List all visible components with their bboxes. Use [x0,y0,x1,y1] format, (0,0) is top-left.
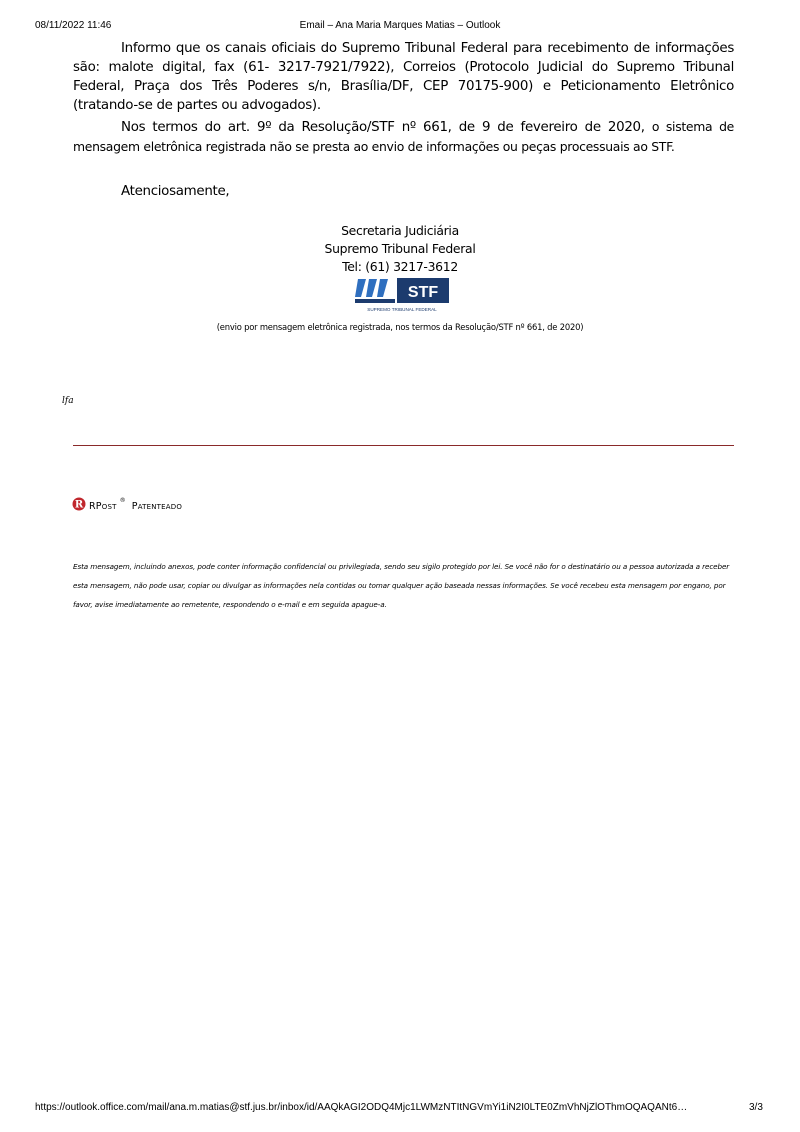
signature-note: (envio por mensagem eletrônica registrada, nos termos da Resolução/STF nº 661, de 2020) [216,322,584,332]
sender-initials: lfa [62,396,74,406]
stf-logo [355,277,449,313]
rpost-brand: RPost [89,501,117,512]
print-datetime: 08/11/2022 11:46 [35,20,112,31]
rpost-patent: Patenteado [131,501,183,512]
stf-logo-text: STF [407,284,439,301]
paragraph-1-text: Informo que os canais oficiais do Supremo Tribunal Federal para recebimento de informações são: malote digital, fax (61- 3217-7921/7922), Correios (Protocolo Judicial do Supremo Tribunal Federal, Praça dos Três Poderes s/n, Brasília/DF, CEP 70175-900) e Peticionamento Eletrônico (tratando-se de partes ou advogados). [73,41,734,113]
print-footer-url: https://outlook.office.com/mail/ana.m.matias@stf.jus.br/inbox/id/AAQkAGI2ODQ4Mjc1LWMzNTItNGVmYi1iN2I0LTE0ZmVhNjZlOThmOQAQANt6… [35,1102,688,1113]
print-page-number: 3/3 [749,1102,763,1113]
paragraph-2-text-a: Nos termos do art. 9º da Resolução/STF nº 661, de 9 de fevereiro de 2020, [121,120,645,135]
paragraph-2-text-b: o sistema de mensagem eletrônica registrada não se presta ao envio de informações ou peças processuais ao STF. [73,119,734,154]
body-paragraph-1 [73,39,734,115]
signature-court: Supremo Tribunal Federal [324,241,476,256]
signature-department: Secretaria Judiciária [341,223,459,238]
stf-logo-subtext: SUPREMO TRIBUNAL FEDERAL [367,307,437,312]
rpost-label [89,497,183,512]
body-paragraph-2 [73,117,734,157]
signature-phone: Tel: (61) 3217-3612 [342,259,458,274]
rpost-logo-icon [72,497,86,511]
confidentiality-disclaimer: Esta mensagem, incluindo anexos, pode conter informação confidencial ou privilegiada, sendo seu sigilo protegido por lei. Se você não for o destinatário ou a pessoa autorizada a receber esta mensagem, não pode usar, copiar ou divulgar as informações nela contidas ou tomar qualquer ação baseada nessas informações. Se você recebeu esta mensagem por engano, por favor, avise imediatamente ao remetente, respondendo o e-mail e em seguida apague-a. [73,562,730,609]
svg-text:R: R [74,499,84,511]
divider-line [73,445,734,446]
rpost-registered-mark: ® [119,497,126,504]
closing-salutation: Atenciosamente, [121,184,230,199]
print-page-title: Email – Ana Maria Marques Matias – Outlook [299,20,501,31]
